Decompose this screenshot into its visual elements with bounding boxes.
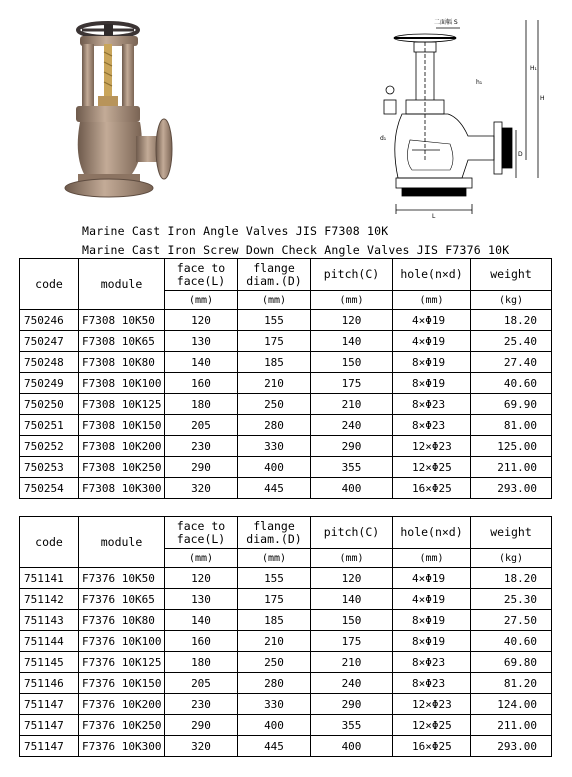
table-row	[20, 352, 552, 373]
cell-code: 750247	[20, 331, 79, 352]
svg-text:H: H	[540, 95, 545, 102]
cell-hole: 16×Φ25	[393, 736, 471, 757]
cell-face: 160	[165, 631, 238, 652]
header-hole: hole(n×d)	[393, 517, 471, 549]
cell-hole: 8×Φ23	[393, 394, 471, 415]
cell-code: 750246	[20, 310, 79, 331]
table-row	[20, 436, 552, 457]
table-row	[20, 589, 552, 610]
cell-flange: 210	[238, 373, 311, 394]
cell-face: 140	[165, 352, 238, 373]
cell-weight: 25.30	[471, 589, 552, 610]
cell-code: 751147	[20, 736, 79, 757]
cell-weight: 293.00	[471, 478, 552, 499]
header-code: code	[20, 259, 79, 310]
cell-face: 160	[165, 373, 238, 394]
cell-flange: 250	[238, 652, 311, 673]
cell-face: 230	[165, 436, 238, 457]
cell-flange: 155	[238, 568, 311, 589]
caption-check-angle-valves: Marine Cast Iron Screw Down Check Angle Valves JIS F7376 10K	[82, 243, 510, 257]
cell-flange: 330	[238, 436, 311, 457]
cell-code: 750254	[20, 478, 79, 499]
header-face: face to face(L)	[165, 517, 238, 549]
cell-pitch: 175	[311, 373, 393, 394]
cell-pitch: 290	[311, 694, 393, 715]
table-row	[20, 673, 552, 694]
cell-pitch: 400	[311, 478, 393, 499]
cell-flange: 280	[238, 673, 311, 694]
table-header-row	[20, 259, 552, 291]
cell-hole: 12×Φ23	[393, 436, 471, 457]
svg-text:h₁: h₁	[476, 79, 483, 86]
cell-pitch: 400	[311, 736, 393, 757]
cell-flange: 330	[238, 694, 311, 715]
header-weight: weight	[471, 259, 552, 291]
cell-module: F7376 10K65	[79, 589, 165, 610]
cell-flange: 280	[238, 415, 311, 436]
cell-module: F7376 10K50	[79, 568, 165, 589]
cell-face: 130	[165, 589, 238, 610]
header-flange: flange diam.(D)	[238, 517, 311, 549]
cell-face: 130	[165, 331, 238, 352]
cell-module: F7308 10K300	[79, 478, 165, 499]
cell-face: 290	[165, 457, 238, 478]
cell-flange: 445	[238, 478, 311, 499]
cell-hole: 4×Φ19	[393, 568, 471, 589]
unit-hole: (mm)	[393, 549, 471, 568]
cell-hole: 4×Φ19	[393, 331, 471, 352]
unit-flange: (mm)	[238, 549, 311, 568]
cell-hole: 8×Φ19	[393, 373, 471, 394]
table-row	[20, 715, 552, 736]
cell-flange: 185	[238, 610, 311, 631]
cell-face: 320	[165, 736, 238, 757]
cell-code: 751144	[20, 631, 79, 652]
table-row	[20, 457, 552, 478]
cell-code: 751145	[20, 652, 79, 673]
spec-table-f7308	[19, 258, 552, 499]
cell-weight: 211.00	[471, 715, 552, 736]
cell-pitch: 150	[311, 610, 393, 631]
header-module: module	[79, 517, 165, 568]
cell-pitch: 210	[311, 652, 393, 673]
svg-text:d₁: d₁	[380, 135, 387, 142]
cell-pitch: 120	[311, 568, 393, 589]
valve-section-drawing	[376, 10, 556, 220]
table-row	[20, 373, 552, 394]
cell-hole: 8×Φ19	[393, 352, 471, 373]
cell-pitch: 290	[311, 436, 393, 457]
cell-flange: 400	[238, 457, 311, 478]
cell-face: 205	[165, 673, 238, 694]
unit-hole: (mm)	[393, 291, 471, 310]
table-row	[20, 478, 552, 499]
header-weight: weight	[471, 517, 552, 549]
cell-hole: 8×Φ23	[393, 415, 471, 436]
cell-module: F7308 10K65	[79, 331, 165, 352]
cell-face: 205	[165, 415, 238, 436]
table-row	[20, 736, 552, 757]
cell-weight: 40.60	[471, 373, 552, 394]
cell-module: F7308 10K150	[79, 415, 165, 436]
cell-weight: 27.50	[471, 610, 552, 631]
unit-flange: (mm)	[238, 291, 311, 310]
cell-flange: 445	[238, 736, 311, 757]
cell-module: F7376 10K200	[79, 694, 165, 715]
cell-module: F7308 10K100	[79, 373, 165, 394]
table-row	[20, 331, 552, 352]
cell-flange: 155	[238, 310, 311, 331]
unit-face: (mm)	[165, 549, 238, 568]
unit-weight: (kg)	[471, 549, 552, 568]
valve-photo	[62, 14, 182, 214]
cell-weight: 125.00	[471, 436, 552, 457]
cell-flange: 250	[238, 394, 311, 415]
cell-pitch: 175	[311, 631, 393, 652]
cell-hole: 8×Φ23	[393, 652, 471, 673]
cell-module: F7376 10K300	[79, 736, 165, 757]
cell-code: 750252	[20, 436, 79, 457]
table-row	[20, 310, 552, 331]
cell-face: 120	[165, 310, 238, 331]
table-row	[20, 610, 552, 631]
table-row	[20, 394, 552, 415]
header-pitch: pitch(C)	[311, 517, 393, 549]
cell-pitch: 210	[311, 394, 393, 415]
cell-code: 751147	[20, 715, 79, 736]
cell-module: F7376 10K250	[79, 715, 165, 736]
cell-pitch: 140	[311, 589, 393, 610]
cell-face: 290	[165, 715, 238, 736]
cell-pitch: 240	[311, 415, 393, 436]
header-face: face to face(L)	[165, 259, 238, 291]
cell-module: F7308 10K50	[79, 310, 165, 331]
unit-pitch: (mm)	[311, 549, 393, 568]
cell-module: F7308 10K200	[79, 436, 165, 457]
cell-face: 180	[165, 652, 238, 673]
cell-pitch: 150	[311, 352, 393, 373]
spec-table-f7376	[19, 516, 552, 757]
cell-weight: 124.00	[471, 694, 552, 715]
cell-code: 750249	[20, 373, 79, 394]
cell-hole: 16×Φ25	[393, 478, 471, 499]
svg-text:H₁: H₁	[530, 65, 537, 72]
cell-face: 140	[165, 610, 238, 631]
cell-code: 751142	[20, 589, 79, 610]
header-module: module	[79, 259, 165, 310]
table-row	[20, 694, 552, 715]
cell-module: F7376 10K100	[79, 631, 165, 652]
cell-flange: 400	[238, 715, 311, 736]
table-row	[20, 631, 552, 652]
cell-weight: 27.40	[471, 352, 552, 373]
cell-code: 751141	[20, 568, 79, 589]
cell-weight: 18.20	[471, 568, 552, 589]
cell-code: 750248	[20, 352, 79, 373]
header-pitch: pitch(C)	[311, 259, 393, 291]
header-code: code	[20, 517, 79, 568]
cell-flange: 175	[238, 331, 311, 352]
cell-flange: 185	[238, 352, 311, 373]
cell-face: 180	[165, 394, 238, 415]
unit-face: (mm)	[165, 291, 238, 310]
cell-pitch: 120	[311, 310, 393, 331]
cell-face: 230	[165, 694, 238, 715]
caption-angle-valves: Marine Cast Iron Angle Valves JIS F7308 10K	[82, 224, 389, 238]
cell-module: F7376 10K125	[79, 652, 165, 673]
cell-weight: 81.20	[471, 673, 552, 694]
table-row	[20, 415, 552, 436]
table-row	[20, 652, 552, 673]
cell-pitch: 140	[311, 331, 393, 352]
table-header-row	[20, 517, 552, 549]
unit-pitch: (mm)	[311, 291, 393, 310]
svg-text:二面幅 S: 二面幅 S	[434, 19, 458, 26]
table-row	[20, 568, 552, 589]
cell-code: 750251	[20, 415, 79, 436]
cell-code: 751143	[20, 610, 79, 631]
cell-pitch: 355	[311, 457, 393, 478]
cell-weight: 69.90	[471, 394, 552, 415]
cell-hole: 8×Φ23	[393, 673, 471, 694]
cell-module: F7308 10K125	[79, 394, 165, 415]
cell-code: 750253	[20, 457, 79, 478]
cell-hole: 8×Φ19	[393, 610, 471, 631]
cell-module: F7308 10K80	[79, 352, 165, 373]
cell-weight: 69.80	[471, 652, 552, 673]
cell-module: F7376 10K150	[79, 673, 165, 694]
cell-face: 320	[165, 478, 238, 499]
svg-text:L: L	[432, 213, 436, 220]
cell-hole: 4×Φ19	[393, 589, 471, 610]
cell-hole: 12×Φ25	[393, 715, 471, 736]
unit-weight: (kg)	[471, 291, 552, 310]
cell-weight: 18.20	[471, 310, 552, 331]
cell-hole: 12×Φ23	[393, 694, 471, 715]
cell-code: 750250	[20, 394, 79, 415]
cell-flange: 210	[238, 631, 311, 652]
header-flange: flange diam.(D)	[238, 259, 311, 291]
cell-weight: 211.00	[471, 457, 552, 478]
cell-code: 751147	[20, 694, 79, 715]
header-hole: hole(n×d)	[393, 259, 471, 291]
cell-code: 751146	[20, 673, 79, 694]
cell-module: F7308 10K250	[79, 457, 165, 478]
cell-hole: 12×Φ25	[393, 457, 471, 478]
cell-hole: 8×Φ19	[393, 631, 471, 652]
cell-face: 120	[165, 568, 238, 589]
cell-pitch: 240	[311, 673, 393, 694]
cell-weight: 81.00	[471, 415, 552, 436]
svg-text:D: D	[518, 151, 523, 158]
cell-weight: 25.40	[471, 331, 552, 352]
cell-weight: 293.00	[471, 736, 552, 757]
cell-weight: 40.60	[471, 631, 552, 652]
cell-pitch: 355	[311, 715, 393, 736]
cell-hole: 4×Φ19	[393, 310, 471, 331]
cell-flange: 175	[238, 589, 311, 610]
cell-module: F7376 10K80	[79, 610, 165, 631]
